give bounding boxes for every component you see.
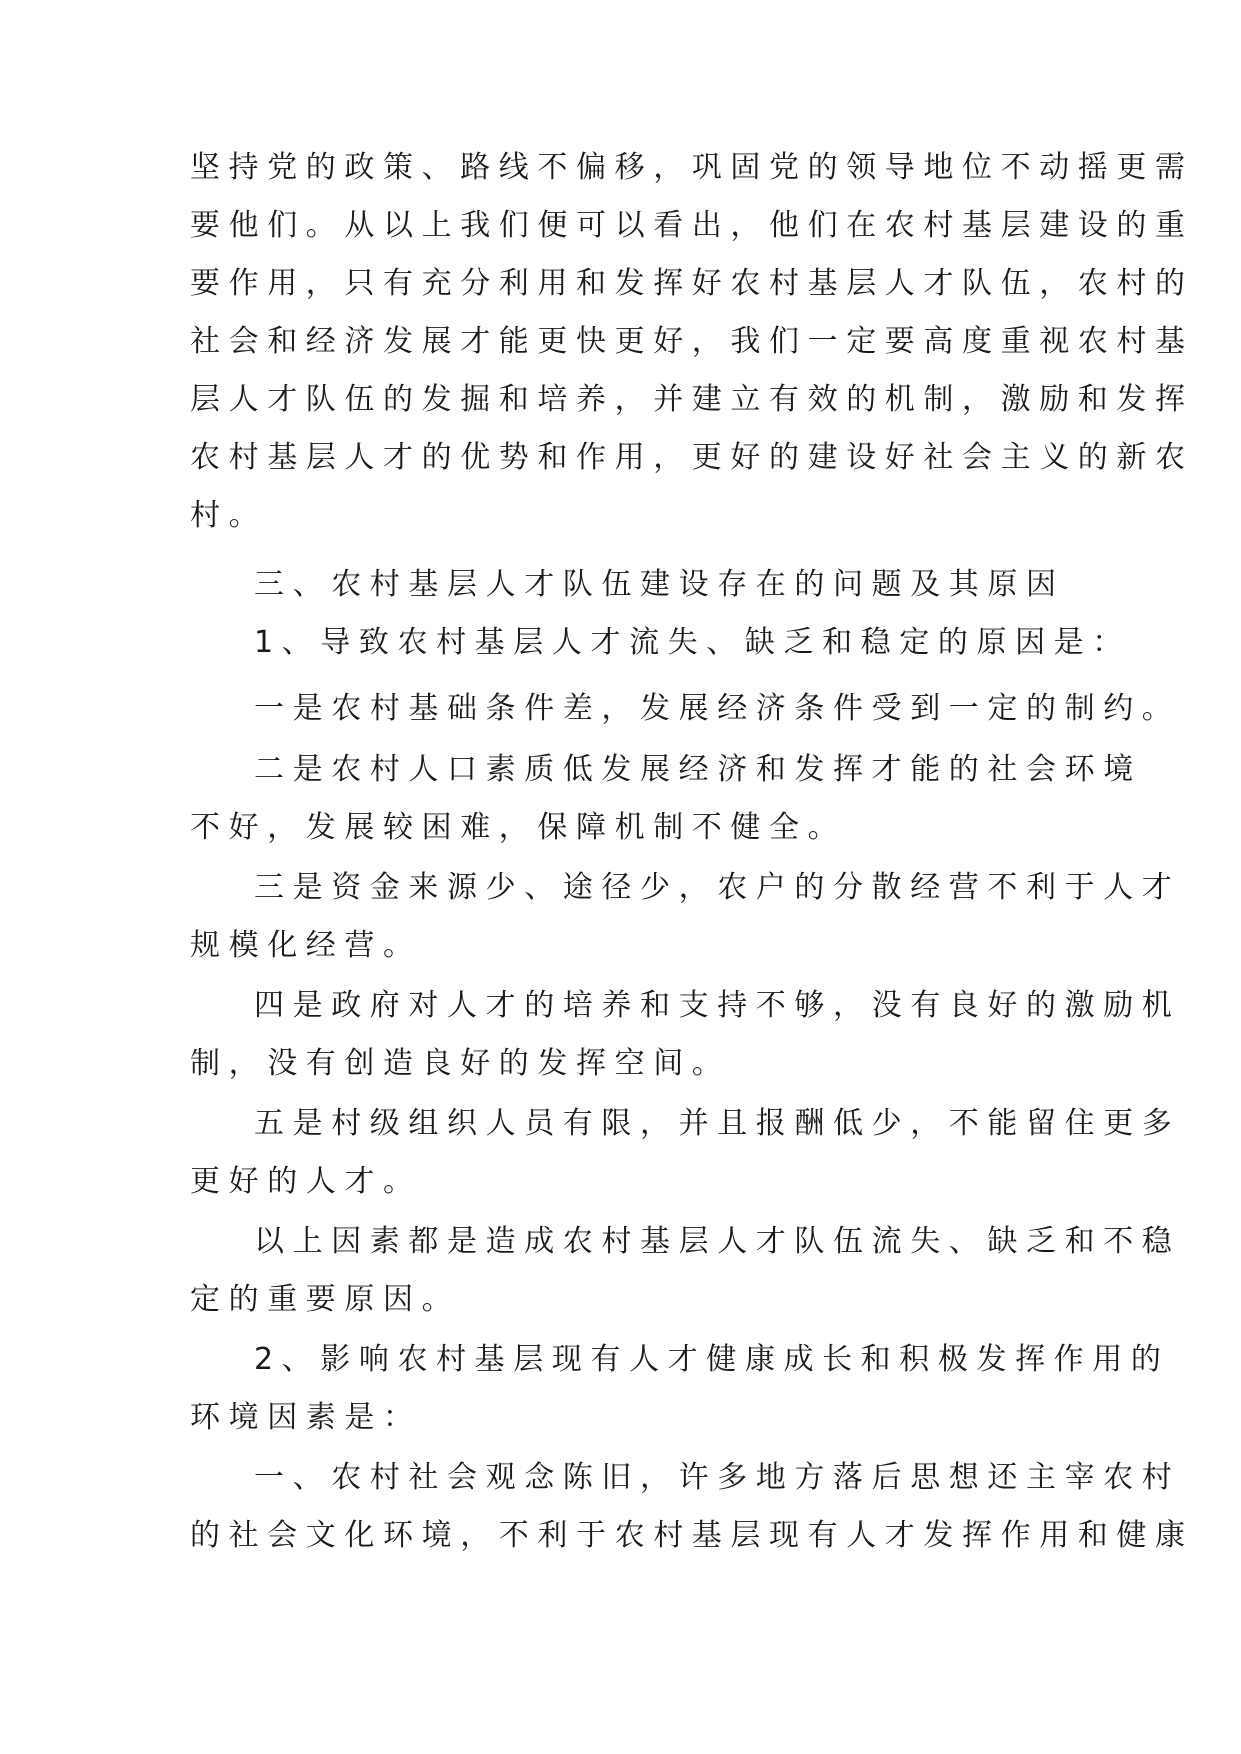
- text-line: 坚持党的政策、路线不偏移，巩固党的领导地位不动摇更需: [190, 150, 1194, 185]
- text-line: 社会和经济发展才能更快更好，我们一定要高度重视农村基: [190, 324, 1194, 359]
- subsection-heading: 2、影响农村基层现有人才健康成长和积极发挥作用的: [254, 1342, 1170, 1377]
- text-line: 层人才队伍的发掘和培养，并建立有效的机制，激励和发挥: [190, 382, 1194, 417]
- text-line: 一、农村社会观念陈旧，许多地方落后思想还主宰农村: [254, 1460, 1181, 1495]
- text-line: 村。: [190, 498, 268, 533]
- text-line: 二是农村人口素质低发展经济和发挥才能的社会环境: [254, 752, 1142, 787]
- text-line: 要他们。从以上我们便可以看出，他们在农村基层建设的重: [190, 208, 1194, 243]
- text-line: 环境因素是：: [190, 1400, 422, 1435]
- text-line: 更好的人才。: [190, 1164, 422, 1199]
- text-line: 不好，发展较困难，保障机制不健全。: [190, 810, 847, 845]
- text-line: 三是资金来源少、途径少，农户的分散经营不利于人才: [254, 870, 1181, 905]
- section-heading: 三、农村基层人才队伍建设存在的问题及其原因: [254, 567, 1065, 602]
- text-line: 要作用，只有充分利用和发挥好农村基层人才队伍，农村的: [190, 266, 1194, 301]
- text-line: 制，没有创造良好的发挥空间。: [190, 1046, 731, 1081]
- text-line: 五是村级组织人员有限，并且报酬低少，不能留住更多: [254, 1106, 1181, 1141]
- text-line: 以上因素都是造成农村基层人才队伍流失、缺乏和不稳: [254, 1224, 1181, 1259]
- text-line: 一是农村基础条件差，发展经济条件受到一定的制约。: [254, 691, 1181, 726]
- text-line: 定的重要原因。: [190, 1282, 461, 1317]
- subsection-heading: 1、导致农村基层人才流失、缺乏和稳定的原因是：: [254, 625, 1131, 660]
- text-line: 农村基层人才的优势和作用，更好的建设好社会主义的新农: [190, 440, 1194, 475]
- text-line: 四是政府对人才的培养和支持不够，没有良好的激励机: [254, 988, 1181, 1023]
- text-line: 的社会文化环境，不利于农村基层现有人才发挥作用和健康: [190, 1518, 1194, 1553]
- text-line: 规模化经营。: [190, 928, 422, 963]
